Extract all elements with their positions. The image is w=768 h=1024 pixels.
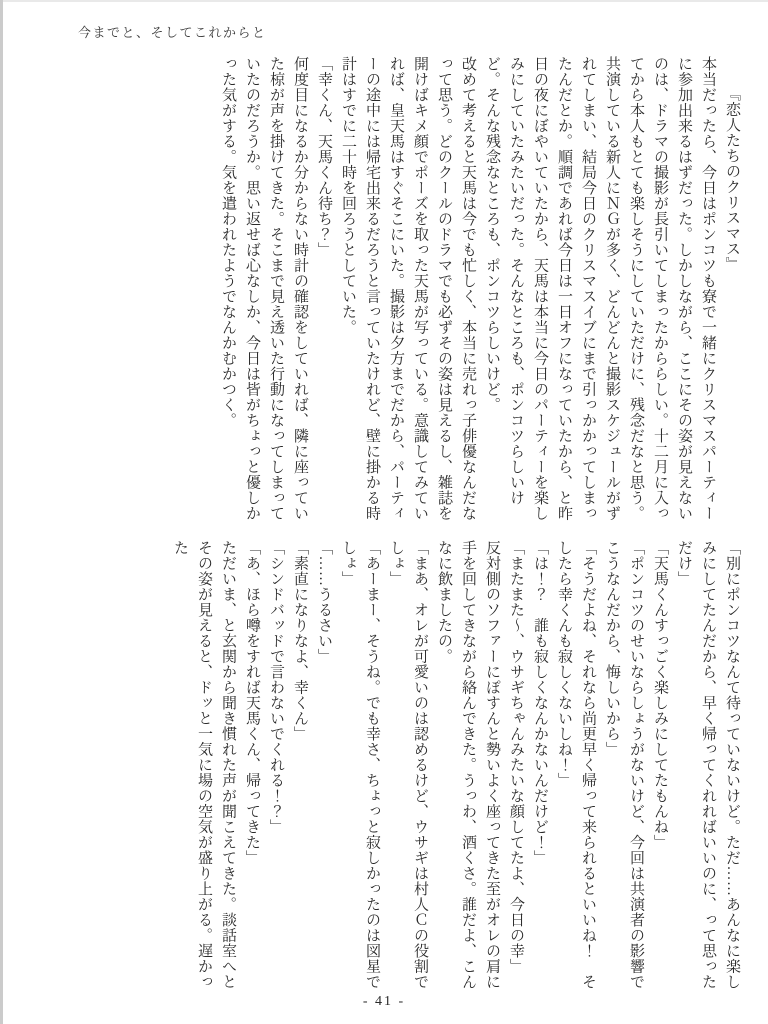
dialogue-line: 「別にポンコツなんて待っていないけど。ただ……あんなに楽しみにしてたんだから、早く帰ってくれればいいのに、って思っただけ」 — [676, 540, 740, 990]
page-number: - 41 - — [362, 994, 406, 1009]
dialogue-line: 「ポンコツのせいならしょうがないけど、今回は共演者の影響でこうなんだから、悔しいから」 — [604, 540, 644, 990]
dialogue-line: 「……うるさい」 — [316, 540, 332, 664]
paragraph: 反対側のソファーにぽすんと勢いよく座ってきた至がオレの肩に手を回してきながら絡んできた。うっわ、酒くさ。誰だよ、こんなに飲ましたの。 — [436, 540, 500, 990]
dialogue-line: 「素直になりなよ、幸くん」 — [292, 540, 308, 742]
dialogue-line: 「幸くん、天馬くん待ち？」 — [316, 56, 332, 258]
dialogue-line: 「そうだよね、それなら尚更早く帰って来られるといいね！ そしたら幸くんも寂しくないしね！」 — [556, 540, 596, 990]
dialogue-line: 「あ、ほら噂をすれば天馬くん、帰ってきた」 — [244, 540, 260, 866]
dialogue-line: 「あーまー、そうね。でも幸さ、ちょっと寂しかったのは図星でしょ」 — [340, 540, 380, 990]
story-title: 『恋人たちのクリスマス』 — [724, 86, 740, 272]
paragraph: 何度目になるか分からない時計の確認をしていれば、隣に座っていた椋が声を掛けてきた。そこまで見え透いた行動になってしまっていたのだろうか。思い返せば心なしか、今日は皆がちょっと優しかった気がする。気を遣われたようでなんかむかつく。 — [220, 56, 308, 521]
lower-text-block — [72, 540, 744, 992]
paragraph: 共演している新人にＮＧが多く、どんどんと撮影スケジュールがずれてしまい、結局今日のクリスマスイブにまで引っかかってしまったんだとか。順調であれば今日は一日オフになっていたから、と昨日の夜にぼやいていたから、天馬は本当に今日のパーティーを楽しみにしていたみたいだった。そんなところも、ポンコツらしいけど。そんな残念なところも、ポンコツらしいけど。 — [484, 56, 620, 521]
upper-text-block — [72, 56, 744, 528]
paragraph: 改めて考えると天馬は今でも忙しく、本当に売れっ子俳優なんだなって思う。どのクールのドラマでも必ずその姿は見えるし、雑誌を開けばキメ顔でポーズを取った天馬が写っている。意識してみていれば、皇天馬はすぐそこにいた。撮影は夕方までだから、パーティーの途中には帰宅出来るだろうと言っていたけれど、壁に掛かる時計はすでに二十時を回ろうとしていた。 — [340, 56, 476, 521]
paragraph: 本当だったら、今日はポンコツも寮で一緒にクリスマスパーティーに参加出来るはずだった。しかしながら、ここにその姿が見えないのは、ドラマの撮影が長引いてしまったかららしい。十二月に入ってから本人もとても楽しそうにしていただけに、残念だなと思う。 — [628, 56, 716, 521]
dialogue-line: 「天馬くんすっごく楽しみにしてたもんね」 — [652, 540, 668, 850]
dialogue-line: 「まあ、オレが可愛いのは認めるけど、ウサギは村人Ｃの役割でしょ」 — [388, 540, 428, 990]
paragraph: ただいま、と玄関から聞き慣れた声が聞こえてきた。談話室へとその姿が見えると、ドッと一気に場の空気が盛り上がる。遅かった — [172, 540, 236, 990]
dialogue-line: 「は！？ 誰も寂しくなんかないんだけど！」 — [532, 540, 548, 866]
running-header: 今までと、そしてこれからと — [78, 25, 267, 40]
dialogue-line: 「またまた～、ウサギちゃんみたいな顔してたよ、今日の幸」 — [508, 540, 524, 974]
dialogue-line: 「シンドバッドで言わないでくれる！？」 — [268, 540, 284, 835]
